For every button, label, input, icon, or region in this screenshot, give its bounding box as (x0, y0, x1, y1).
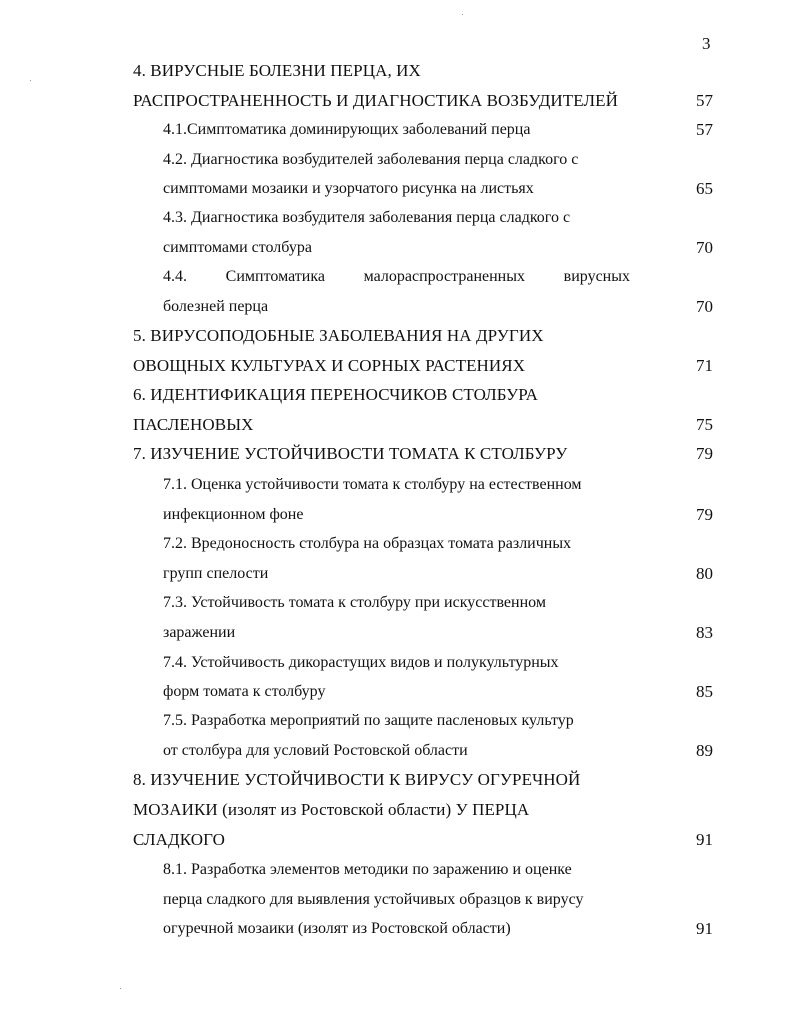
toc-entry-4-3-line-1: 4.3. Диагностика возбудителя заболевания перца сладкого с (163, 209, 571, 226)
toc-entry-4-2-line-2: симптомами мозаики и узорчатого рисунка на листьях (163, 180, 534, 197)
scan-speck (30, 80, 31, 81)
toc-page-7-4: 85 (696, 682, 713, 701)
toc-entry-4-3-line-2: симптомами столбура (163, 239, 312, 256)
toc-page-5: 71 (696, 356, 713, 375)
toc-heading-7: 7. ИЗУЧЕНИЕ УСТОЙЧИВОСТИ ТОМАТА К СТОЛБУРУ (133, 444, 568, 463)
toc-heading-4-line-1: 4. ВИРУСНЫЕ БОЛЕЗНИ ПЕРЦА, ИХ (133, 61, 421, 80)
toc-page-7-3: 83 (696, 623, 713, 642)
scan-speck (462, 14, 463, 15)
toc-entry-7-3-line-1: 7.3. Устойчивость томата к столбуру при искусственном (163, 594, 546, 611)
toc-entry-7-3-line-2: заражении (163, 624, 236, 641)
toc-entry-7-4-line-1: 7.4. Устойчивость дикорастущих видов и полукультурных (163, 654, 559, 671)
toc-entry-7-1-line-2: инфекционном фоне (163, 506, 304, 523)
toc-heading-5-line-2: ОВОЩНЫХ КУЛЬТУРАХ И СОРНЫХ РАСТЕНИЯХ (133, 356, 526, 375)
toc-entry-7-2-line-1: 7.2. Вредоносность столбура на образцах томата различных (163, 535, 572, 552)
toc-page-4-3: 70 (696, 238, 713, 257)
toc-entry-7-2-line-2: групп спелости (163, 565, 269, 582)
toc-entry-8-1-line-1: 8.1. Разработка элементов методики по заражению и оценке (163, 861, 572, 878)
toc-page-7-2: 80 (696, 564, 713, 583)
toc-page-4: 57 (696, 91, 713, 110)
toc-heading-4-line-2: РАСПРОСТРАНЕННОСТЬ И ДИАГНОСТИКА ВОЗБУДИТЕЛЕЙ (133, 91, 619, 110)
toc-entry-7-5-line-1: 7.5. Разработка мероприятий по защите пасленовых культур (163, 712, 574, 729)
toc-heading-8-line-2: МОЗАИКИ (изолят из Ростовской области) У ПЕРЦА (133, 800, 530, 819)
toc-heading-6-line-2: ПАСЛЕНОВЫХ (133, 415, 254, 434)
toc-entry-4-2-line-1: 4.2. Диагностика возбудителей заболевания перца сладкого с (163, 151, 579, 168)
page-number: 3 (702, 34, 711, 53)
toc-entry-7-4-line-2: форм томата к столбуру (163, 683, 326, 700)
toc-heading-6-line-1: 6. ИДЕНТИФИКАЦИЯ ПЕРЕНОСЧИКОВ СТОЛБУРА (133, 385, 538, 404)
toc-page-4-4: 70 (696, 297, 713, 316)
toc-page-8-1: 91 (696, 919, 713, 938)
toc-page-7: 79 (696, 444, 713, 463)
toc-entry-7-5-line-2: от столбура для условий Ростовской области (163, 742, 468, 759)
toc-page-6: 75 (696, 415, 713, 434)
toc-page-7-1: 79 (696, 505, 713, 524)
toc-entry-8-1-line-2: перца сладкого для выявления устойчивых образцов к вирусу (163, 891, 584, 908)
toc-entry-4-4-line-1: 4.4. Симптоматика малораспространенных вирусных (163, 268, 630, 285)
toc-heading-5-line-1: 5. ВИРУСОПОДОБНЫЕ ЗАБОЛЕВАНИЯ НА ДРУГИХ (133, 326, 544, 345)
toc-page-8: 91 (696, 830, 713, 849)
toc-heading-8-line-1: 8. ИЗУЧЕНИЕ УСТОЙЧИВОСТИ К ВИРУСУ ОГУРЕЧНОЙ (133, 770, 581, 789)
toc-heading-8-line-3: СЛАДКОГО (133, 830, 225, 849)
toc-entry-4-4-line-2: болезней перца (163, 298, 269, 315)
toc-page-7-5: 89 (696, 741, 713, 760)
toc-page-4-1: 57 (696, 120, 713, 139)
scan-speck (120, 988, 121, 989)
toc-entry-7-1-line-1: 7.1. Оценка устойчивости томата к столбуру на естественном (163, 476, 582, 493)
toc-page-4-2: 65 (696, 179, 713, 198)
toc-entry-4-1: 4.1.Симптоматика доминирующих заболеваний перца (163, 121, 531, 138)
toc-entry-8-1-line-3: огуречной мозаики (изолят из Ростовской области) (163, 920, 511, 937)
